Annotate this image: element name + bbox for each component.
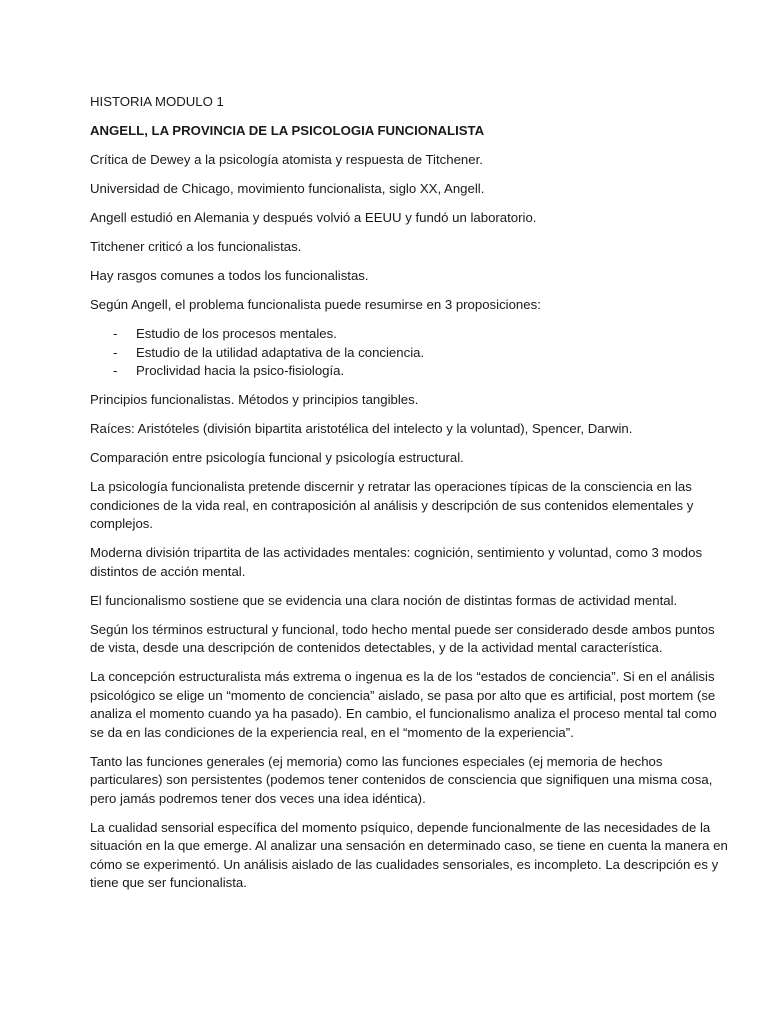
list-marker: - — [113, 363, 118, 378]
document-header: HISTORIA MODULO 1 — [90, 94, 224, 109]
propositions-list — [90, 325, 728, 381]
paragraph: El funcionalismo sostiene que se evidencia una clara noción de distintas formas de actividad mental. — [90, 592, 678, 608]
list-item — [90, 344, 728, 363]
paragraph: Raíces: Aristóteles (división bipartita aristotélica del intelecto y la voluntad), Spencer, Darwin. — [90, 421, 633, 436]
document-heading: ANGELL, LA PROVINCIA DE LA PSICOLOGIA FUNCIONALISTA — [90, 123, 485, 138]
paragraph: La cualidad sensorial específica del momento psíquico, depende funcionalmente de las necesidades de la situación en la que emerge. Al analizar una sensación en determinado caso, se tiene en cuenta la manera en cómo se experimentó. Un análisis aislado de las cualidades sensoriales, es incompleto. La descripción es y tiene que ser funcionalista. — [90, 819, 728, 890]
list-marker: - — [113, 344, 118, 360]
paragraph: Crítica de Dewey a la psicología atomista y respuesta de Titchener. — [90, 152, 483, 167]
paragraph: Principios funcionalistas. Métodos y principios tangibles. — [90, 392, 419, 407]
paragraph: Moderna división tripartita de las actividades mentales: cognición, sentimiento y voluntad, como 3 modos distintos de acción mental. — [90, 545, 703, 579]
paragraph: Según los términos estructural y funcional, todo hecho mental puede ser considerado desde ambos puntos de vista, desde una descripción de contenidos detectables, y de la actividad mental característica. — [90, 621, 715, 655]
list-item-text: Proclividad hacia la psico-fisiología. — [136, 363, 345, 378]
paragraph: Hay rasgos comunes a todos los funcionalistas. — [90, 268, 369, 283]
paragraph: Tanto las funciones generales (ej memoria) como las funciones especiales (ej memoria de hechos particulares) son persistentes (podemos tener contenidos de consciencia que signifiquen una misma cosa, pero jamás podremos tener dos veces una idea idéntica). — [90, 753, 713, 806]
list-item-text: Estudio de la utilidad adaptativa de la conciencia. — [136, 344, 425, 360]
paragraph: Titchener criticó a los funcionalistas. — [90, 239, 302, 254]
paragraph: Angell estudió en Alemania y después volvió a EEUU y fundó un laboratorio. — [90, 210, 537, 225]
paragraph: Según Angell, el problema funcionalista puede resumirse en 3 proposiciones: — [90, 297, 541, 312]
paragraph: La psicología funcionalista pretende discernir y retratar las operaciones típicas de la consciencia en las condiciones de la vida real, en contraposición al análisis y descripción de sus contenidos elementales y complejos. — [90, 479, 694, 531]
list-item — [90, 362, 728, 381]
paragraph: Comparación entre psicología funcional y psicología estructural. — [90, 450, 464, 465]
paragraph: Universidad de Chicago, movimiento funcionalista, siglo XX, Angell. — [90, 181, 485, 196]
list-marker: - — [113, 326, 118, 341]
paragraph: La concepción estructuralista más extrema o ingenua es la de los “estados de conciencia”. Si en el análisis psicológico se elige un “momento de conciencia” aislado, se pasa por alto que es artificial, post mortem (se analiza el momento cuando ya ha pasado). En cambio, el funcionalismo analiza el proceso mental tal como se da en las condiciones de la experiencia real, en el “momento de la experiencia”. — [90, 669, 717, 740]
list-item — [90, 325, 728, 344]
list-item-text: Estudio de los procesos mentales. — [136, 326, 337, 341]
